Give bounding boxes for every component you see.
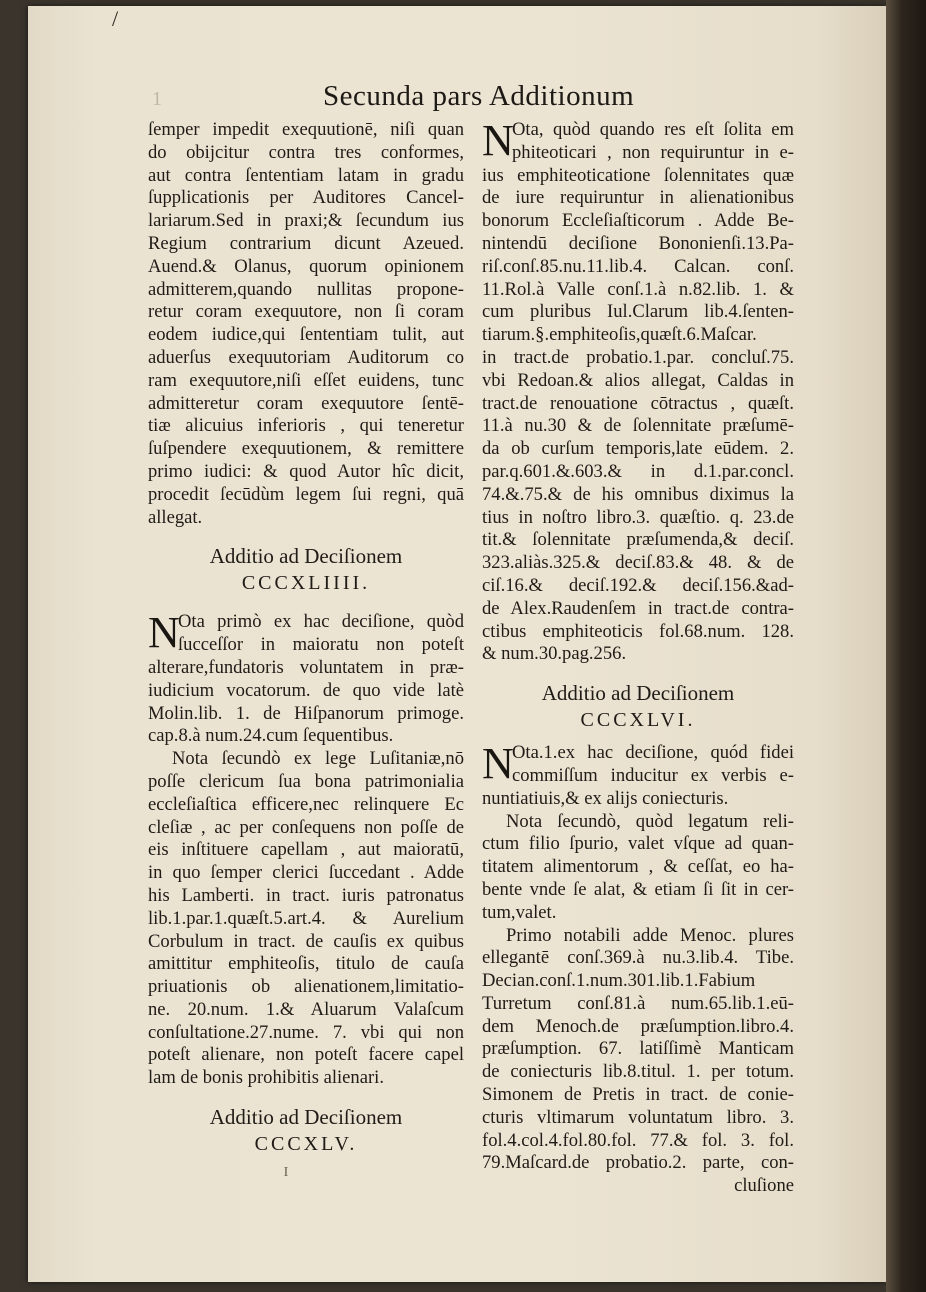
running-head: Secunda pars Additionum [323,80,635,112]
text-line: 11.Rol.à Valle conſ.1.à n.82.lib. 1. & [482,278,794,300]
text-line: par.q.601.&.603.& in d.1.par.concl. [482,460,794,482]
text-line: ctum filio ſpurio, valet vſque ad quan- [482,833,794,855]
heading-title: Additio ad Deciſionem [209,1105,403,1130]
text-line: eodem iudice,qui ſententiam tulit, aut [148,324,464,346]
text-line: alterare,fundatoris voluntatem in præ- [148,656,464,678]
head-mark: 1 [152,88,162,110]
text-line: cap.8.à num.24.cum ſequentibus. [148,725,394,747]
text-line: ctibus emphiteoticis fol.68.num. 128. [482,620,794,642]
text-line: dem Menoch.de præſumption.libro.4. [482,1015,794,1037]
text-line: Auend.& Olanus, quorum opinionem [148,255,464,277]
text-line: amittitur emphiteoſis, titulo de cauſa [148,953,464,975]
text-line: ius emphiteoticatione ſolennitates quæ [482,164,794,186]
bottom-mark: I [283,1165,289,1181]
text-line: ſupplicationis per Auditores Cancel- [148,187,464,209]
text-line: ciſ.16.& deciſ.192.& deciſ.156.&ad- [482,574,794,596]
text-line: tiæ alicuius inferioris , qui teneretur [148,415,464,437]
text-line: poteſt alienare, non poteſt facere capel [148,1044,464,1066]
text-line: lam de bonis prohibitis alienari. [148,1067,384,1089]
text-line: 323.aliàs.325.& deciſ.83.& 48. & de [482,552,794,574]
text-line: cturis vltimarum voluntatum libro. 3. [482,1106,794,1128]
text-line: phiteoticari , non requiruntur in e- [512,141,794,163]
section-heading-cccxliiii [148,543,464,597]
text-line: 79.Maſcard.de probatio.2. parte, con- [482,1152,794,1174]
text-line: procedit ſecūdùm legem ſui regni, quā [148,483,464,505]
text-line: da ob curſum temporis,late eūdem. 2. [482,438,794,460]
text-line: ne. 20.num. 1.& Aluarum Valaſcum [148,998,464,1020]
text-line: ellegantē conſ.369.à nu.3.lib.4. Tibe. [482,947,794,969]
text-line: in quo ſemper clerici ſuccedant . Adde [148,862,464,884]
right-column [482,116,794,1198]
text-line: tract.de renouatione cōtractus , quæſt. [482,392,794,414]
heading-title: Additio ad Deciſionem [541,681,735,706]
text-line: cleſiæ , ac per conſequens non poſſe de [148,816,464,838]
text-line: aut contra ſententiam latam in gradu [148,164,464,186]
text-line: Decian.conſ.1.num.301.lib.1.Fabium [482,970,756,992]
text-line: poſſe clericum ſua bona patrimonialia [148,770,464,792]
text-line: de Alex.Raudenſem in tract.de contra- [482,597,794,619]
text-line: ſucceſſor in maioratu non poteſt [178,634,464,656]
heading-number: CCCXLIIII. [241,572,371,595]
section-heading-cccxlvi [482,680,794,734]
text-line: fol.4.col.4.fol.80.fol. 77.& fol. 3. fol. [482,1129,794,1151]
text-line: tiarum.§.emphiteoſis,quæſt.6.Maſcar. [482,324,757,346]
drop-cap-initial: N [482,739,514,789]
book-edge [886,0,926,1292]
section-heading-cccxlv [148,1104,464,1158]
left-block-1 [148,119,464,529]
text-line: priuationis ob alienationem,limitatio- [148,976,464,998]
text-line: Molin.lib. 1. de Hiſpanorum primoge. [148,702,464,724]
text-line: de iure requiruntur in alienationibus [482,187,794,209]
text-line: cluſione [734,1175,794,1197]
text-line: in tract.de probatio.1.par. concluſ.75. [482,346,794,368]
text-line: do obijcitur contra tres conformes, [148,141,464,163]
text-line: 11.à nu.30 & de ſolennitate præſumē- [482,415,794,437]
text-line: bonorum Eccleſiaſticorum . Adde Be- [482,210,794,232]
text-line: Nota ſecundò ex lege Luſitaniæ,nō [172,748,464,770]
text-line: Ota.1.ex hac deciſione, quód fidei [512,742,794,764]
text-line: Regium contrarium dicunt Azeued. [148,232,464,254]
text-line: cum pluribus Iul.Clarum lib.4.ſenten- [482,301,794,323]
right-block-3 [482,811,794,925]
right-block-1 [482,116,794,666]
text-line: nintendū deciſione Bononienſi.13.Pa- [482,232,794,254]
text-line: iudicium vocatorum. de quo vide latè [148,679,464,701]
text-line: & num.30.pag.256. [482,643,627,665]
text-line: Primo notabili adde Menoc. plures [506,924,794,946]
text-line: allegat. [148,506,203,528]
text-line: tit.& ſolennitate præſumenda,& deciſ. [482,529,794,551]
text-line: nuntiatiuis,& ex alijs coniecturis. [482,787,729,809]
folio-mark: / [112,6,119,31]
text-line: primo iudici: & quod Autor hîc dicit, [148,460,464,482]
heading-title: Additio ad Deciſionem [209,544,403,569]
text-line: ſemper impedit exequutionē, niſi quan [148,119,464,140]
drop-cap-initial: N [482,116,514,165]
text-line: bente vnde ſe alat, & etiam ſi ſit in cer- [482,878,794,900]
heading-number: CCCXLV. [254,1133,358,1156]
text-line: eis inſtituere capellam , aut maioratū, [148,839,464,861]
text-line: de coniecturis lib.8.titul. 1. per totum. [482,1061,794,1083]
left-column [148,119,464,1185]
drop-cap-initial: N [148,608,180,658]
text-line: præſumption. 67. latiſſimè Manticam [482,1038,794,1060]
text-line: titatem alimentorum , & ceſſat, eo ha- [482,856,794,878]
text-line: Ota primò ex hac deciſione, quòd [178,611,464,633]
text-line: tum,valet. [482,901,557,923]
text-line: Corbulum in tract. de cauſis ex quibus [148,930,464,952]
left-block-2 [148,608,464,748]
right-block-4 [482,925,794,1199]
right-block-2 [482,739,794,810]
text-line: retur coram exequutore, non ſi coram [148,301,464,323]
heading-number: CCCXLVI. [580,709,696,732]
text-line: conſultatione.27.nume. 7. vbi qui non [148,1021,464,1043]
text-line: riſ.conſ.85.nu.11.lib.4. Calcan. conſ. [482,255,794,277]
text-line: 74.&.75.& de his omnibus diximus la [482,483,794,505]
text-line: vbi Redoan.& alios allegat, Caldas in [482,369,794,391]
text-line: aduerſus exequutoriam Auditorum co [148,346,464,368]
text-line: ram exequutore,niſi eſſet euidens, tunc [148,369,464,391]
text-line: commiſſum inducitur ex verbis e- [512,764,794,786]
text-line: Nota ſecundò, quòd legatum reli- [506,810,794,832]
text-line: lariarum.Sed in praxi;& ſecundum ius [148,210,464,232]
text-line: lib.1.par.1.quæſt.5.art.4. & Aurelium [148,907,464,929]
text-line: eccleſiaſtica efficere,nec relinquere Ec [148,793,464,815]
text-line: admitterem,quando nullitas propone- [148,278,464,300]
left-block-3 [148,748,464,1090]
text-line: admitteretur coram exequutore ſentē- [148,392,464,414]
text-line: his Lamberti. in tract. iuris patronatus [148,884,464,906]
text-line: Turretum conſ.81.à num.65.lib.1.eū- [482,992,794,1014]
text-line: Ota, quòd quando res eſt ſolita em [512,119,794,140]
text-line: tius in noſtro libro.3. quæſtio. q. 23.de [482,506,794,528]
text-line: ſuſpendere exequutionem, & remittere [148,438,464,460]
text-line: Simonem de Pretis in tract. de conie- [482,1084,794,1106]
